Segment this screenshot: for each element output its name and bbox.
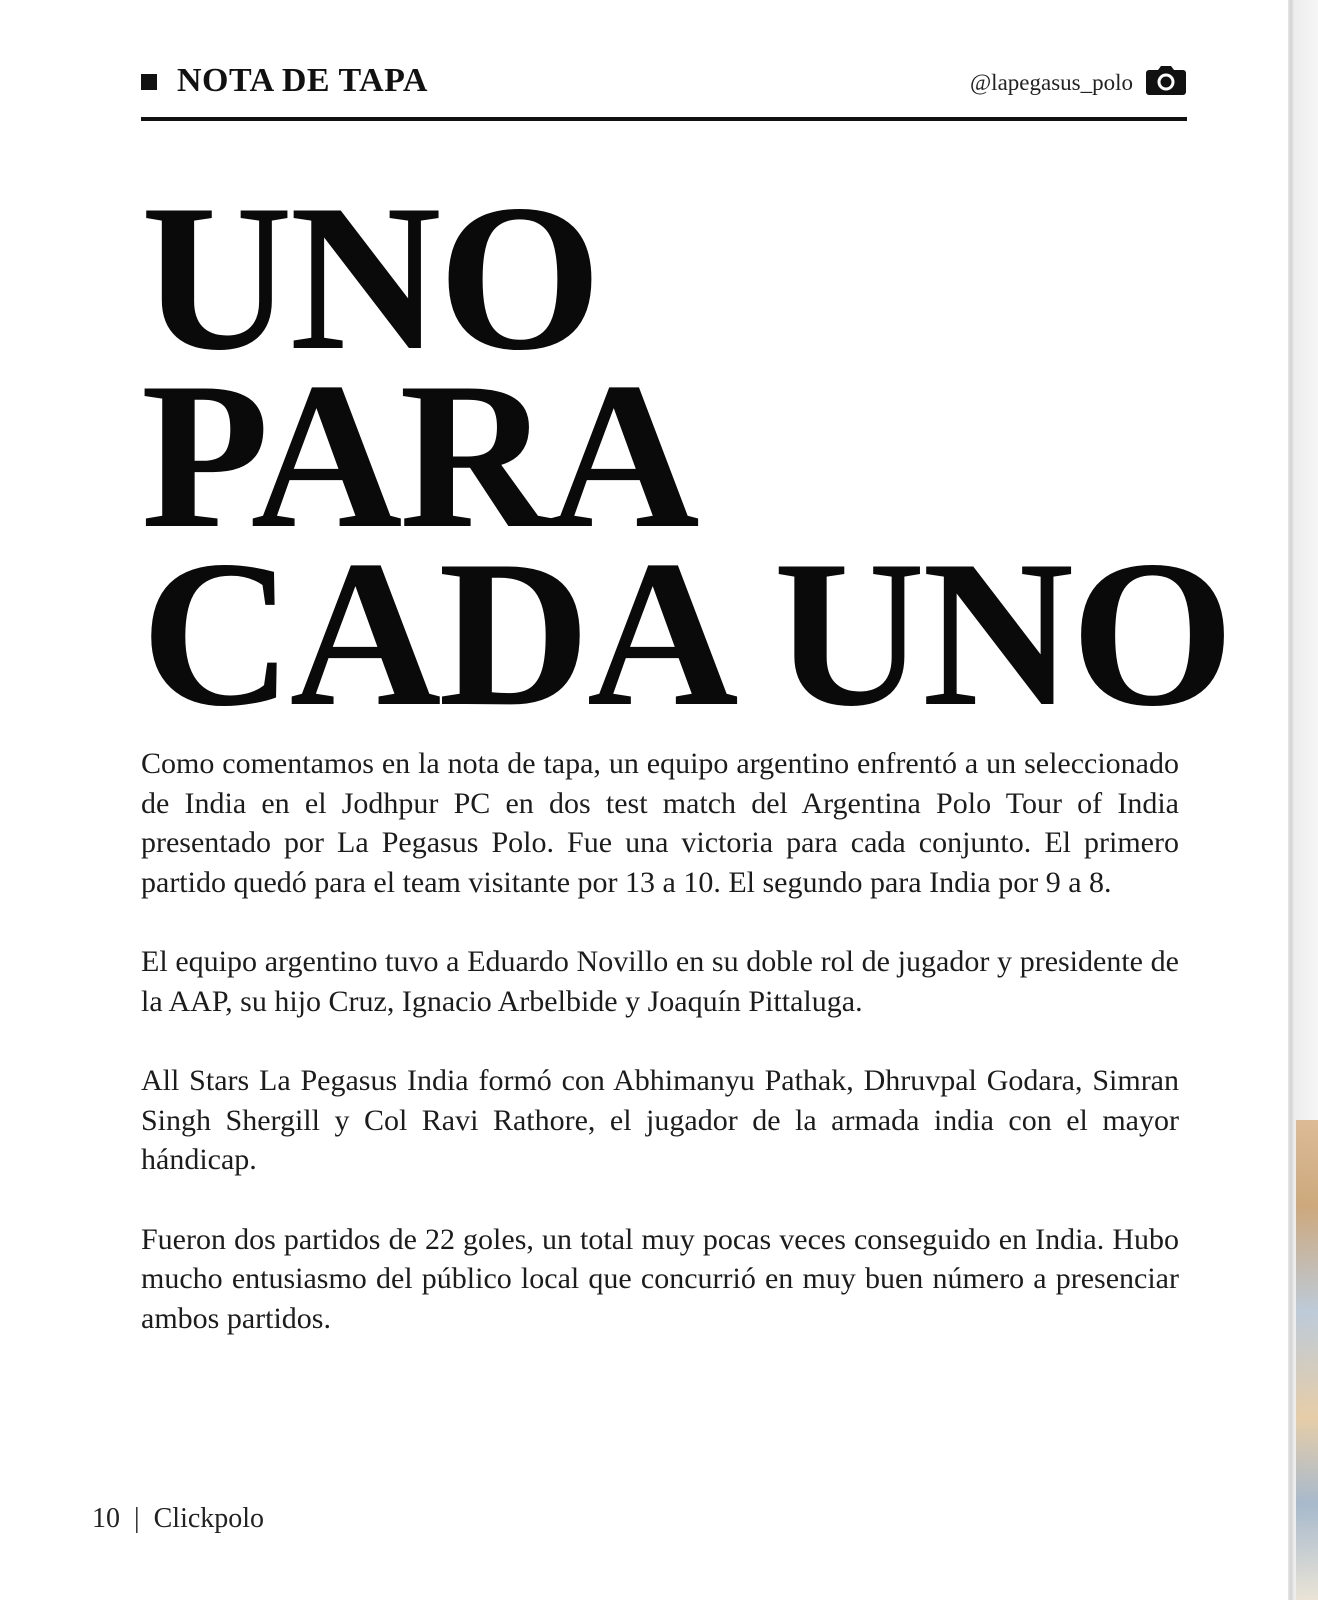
section-tag <box>141 62 428 100</box>
paragraph: El equipo argentino tuvo a Eduardo Novillo en su doble rol de jugador y presidente de la AAP, su hijo Cruz, Ignacio Arbelbide y Joaquín Pittaluga. <box>141 945 1179 1018</box>
page-number: 10 <box>92 1503 120 1534</box>
paragraph: All Stars La Pegasus India formó con Abhimanyu Pathak, Dhruvpal Godara, Simran Singh Shergill y Col Ravi Rathore, el jugador de la armada india con el mayor hándicap. <box>141 1064 1179 1176</box>
adjacent-page-edge <box>1288 0 1318 1600</box>
article-body <box>141 744 1179 1378</box>
instagram-handle[interactable] <box>970 62 1187 98</box>
section-label: NOTA DE TAPA <box>177 62 428 99</box>
headline-line-2: PARA <box>141 340 697 573</box>
headline <box>141 162 1241 751</box>
square-bullet-icon <box>141 74 157 90</box>
header-rule <box>141 117 1187 121</box>
footer-separator: | <box>134 1503 140 1534</box>
headline-line-1: UNO <box>141 162 599 395</box>
paragraph: Como comentamos en la nota de tapa, un equipo argentino enfrentó a un seleccionado de India en el Jodhpur PC en dos test match del Argentina Polo Tour of India presentado por La Pegasus Polo. Fue una victoria para cada conjunto. El primero partido quedó para el team visitante por 13 a 10. El segundo para India por 9 a 8. <box>141 747 1179 899</box>
instagram-handle-text: @lapegasus_polo <box>970 70 1133 95</box>
magazine-name: Clickpolo <box>153 1503 265 1534</box>
adjacent-page-photo <box>1296 1120 1318 1600</box>
camera-icon <box>1145 62 1187 98</box>
page-footer <box>92 1503 264 1535</box>
page-header <box>141 62 1187 122</box>
paragraph: Fueron dos partidos de 22 goles, un total muy pocas veces conseguido en India. Hubo mucho entusiasmo del público local que concurrió en muy buen número a presenciar ambos partidos. <box>141 1222 1179 1335</box>
headline-line-3: CADA UNO <box>141 518 1232 751</box>
